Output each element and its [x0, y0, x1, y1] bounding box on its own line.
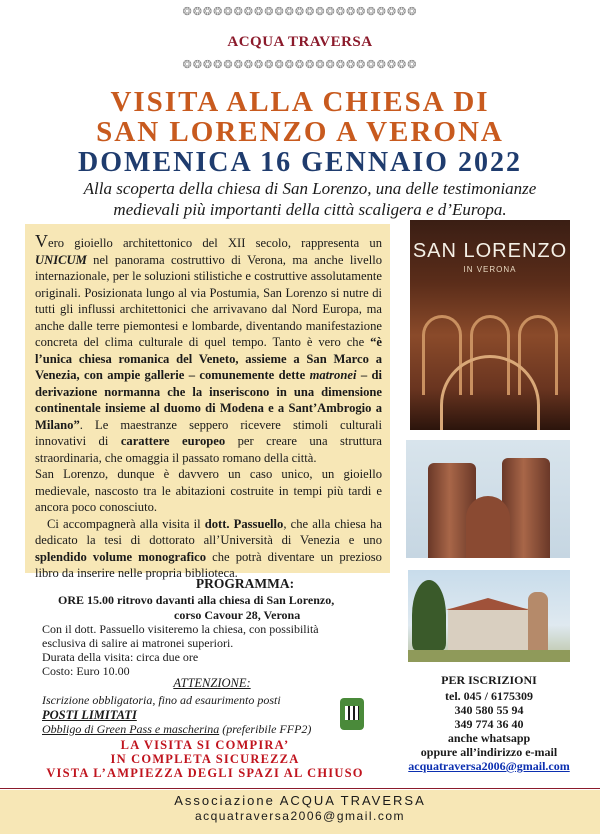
footer-divider [0, 788, 600, 789]
contacts-phone2: 349 774 36 40 [454, 717, 524, 731]
ornament-border-bottom: ❂❂❂❂❂❂❂❂❂❂❂❂❂❂❂❂❂❂❂❂❂❂❂ [182, 59, 418, 71]
org-name: ACQUA TRAVERSA [227, 34, 373, 50]
church-roof-shape [446, 598, 530, 610]
event-title-line2: SAN LORENZO A VERONA [96, 116, 504, 148]
event-date: DOMENICA 16 GENNAIO 2022 [78, 147, 522, 178]
attention-section [42, 676, 382, 737]
desc-text: nel panorama costruttivo di Verona, ma anche livello internazionale, per le soluzioni stilistiche e costruttive assolutamente originali. Posizionata lungo al via Postumia, San Lorenzo si nutre di tutti gli influssi architettonici che arrivavano dal Nord Europa, ma anche dalle terre piemontesi e lombarde, diventando manifestazione concreta del clima culturale di quel tempo. Tanto è vero che [35, 252, 382, 349]
desc-text: ero gioiello architettonico del XII secolo, rappresenta un [48, 236, 382, 250]
program-meeting-line1: ORE 15.00 ritrovo davanti alla chiesa di San Lorenzo, [58, 593, 335, 607]
program-title: PROGRAMMA: [195, 576, 295, 591]
footer-email[interactable]: acquatraversa2006@gmail.com [194, 809, 406, 823]
drop-cap: V [35, 231, 48, 251]
desc-quote-part: “è l’unica chiesa romanica del Veneto, assieme a San Marco a Venezia, con ampie gallerie – comunemente dette [35, 335, 382, 382]
desc-text: . Le maestranze seppero ricevere stimoli culturali innovativi di [35, 417, 382, 448]
description-box [25, 224, 390, 580]
church-facade-shape [448, 608, 528, 650]
green-pass-phone-icon [340, 698, 364, 730]
attention-ffp2: (preferibile FFP2) [219, 722, 312, 736]
tree-shape [412, 580, 446, 650]
attention-title: ATTENZIONE: [173, 676, 251, 690]
ornament-border-top: ❂❂❂❂❂❂❂❂❂❂❂❂❂❂❂❂❂❂❂❂❂❂❂ [182, 6, 418, 18]
safety-warning [40, 738, 370, 780]
desc-volume: splendido volume monografico [35, 549, 207, 564]
desc-text: , che alla chiesa ha dedicato la tesi di dottorato all’Università di Venezia e uno [35, 516, 382, 547]
contacts-title: PER ISCRIZIONI [441, 673, 537, 687]
attention-line3 [42, 722, 382, 737]
desc-quote-part: – di derivazione normanna che la inseriscono in una dimensione continentale insieme al duomo di Modena e a Sant’Ambrogio a Milano” [35, 368, 382, 432]
program-meeting-line2: corso Cavour 28, Verona [174, 608, 301, 622]
desc-text: per creare una struttura straordinaria, che omaggia il passato romano della città. [35, 434, 382, 465]
program-cost: Costo: Euro 10.00 [42, 664, 130, 678]
event-subtitle: Alla scoperta della chiesa di San Lorenzo, una delle testimonianze medievali più importanti della città scaligera e d’Europa. [83, 179, 537, 219]
desc-europeo: carattere europeo [120, 434, 226, 448]
contacts-whatsapp: anche whatsapp [447, 731, 531, 745]
warning-line3: VISTA L’AMPIEZZA DEGLI SPAZI AL CHIUSO [46, 766, 364, 780]
event-title-line1: VISITA ALLA CHIESA DI [110, 86, 490, 118]
desc-unicum: UNICUM [35, 252, 87, 267]
warning-line1: LA VISITA SI COMPIRA’ [120, 738, 290, 752]
desc-matronei: matronei [309, 368, 357, 382]
program-line3: Con il dott. Passuello visiteremo la chiesa, con possibilità [42, 622, 319, 636]
desc-text: Ci accompagnerà alla visita il [47, 516, 205, 531]
description-paragraph-3 [35, 516, 382, 582]
desc-guide: dott. Passuello [204, 516, 284, 531]
attention-line1: Iscrizione obbligatoria, fino ad esaurimento posti [42, 693, 281, 707]
contacts-phone1: 340 580 55 94 [454, 703, 524, 717]
desc-text: che potrà diventare un prezioso libro da inserire nelle propria biblioteca. [35, 549, 382, 580]
book-cover-subtitle: IN VERONA [463, 265, 517, 274]
contacts-section [378, 673, 600, 773]
grass-shape [408, 650, 570, 662]
description-paragraph-1 [35, 233, 382, 466]
footer-org-name: Associazione ACQUA TRAVERSA [174, 793, 426, 808]
qr-code-icon [345, 706, 359, 720]
book-cover-photo [410, 220, 570, 430]
attention-line2: POSTI LIMITATI [42, 707, 137, 722]
program-duration: Durata della visita: circa due ore [42, 650, 199, 664]
bell-tower-shape [528, 592, 548, 650]
contacts-tel: tel. 045 / 6175309 [445, 689, 533, 703]
contacts-email-link[interactable]: acquatraversa2006@gmail.com [408, 759, 570, 773]
contacts-email-intro: oppure all’indirizzo e-mail [420, 745, 558, 759]
attention-green-pass: Obbligo di Green Pass e mascherina [42, 722, 220, 736]
program-line4: esclusiva di salire ai matronei superiori. [42, 636, 234, 650]
church-wall-shape [466, 496, 510, 558]
warning-line2: IN COMPLETA SICUREZZA [110, 752, 300, 766]
description-paragraph-2: San Lorenzo, dunque è davvero un caso unico, un gioiello medievale, nascosto tra le abitazioni costruite in tempi più tardi e ancora poco conosciuto. [35, 467, 382, 514]
book-cover-title: SAN LORENZO [412, 240, 568, 262]
church-towers-photo [406, 440, 570, 558]
church-exterior-photo [408, 570, 570, 662]
